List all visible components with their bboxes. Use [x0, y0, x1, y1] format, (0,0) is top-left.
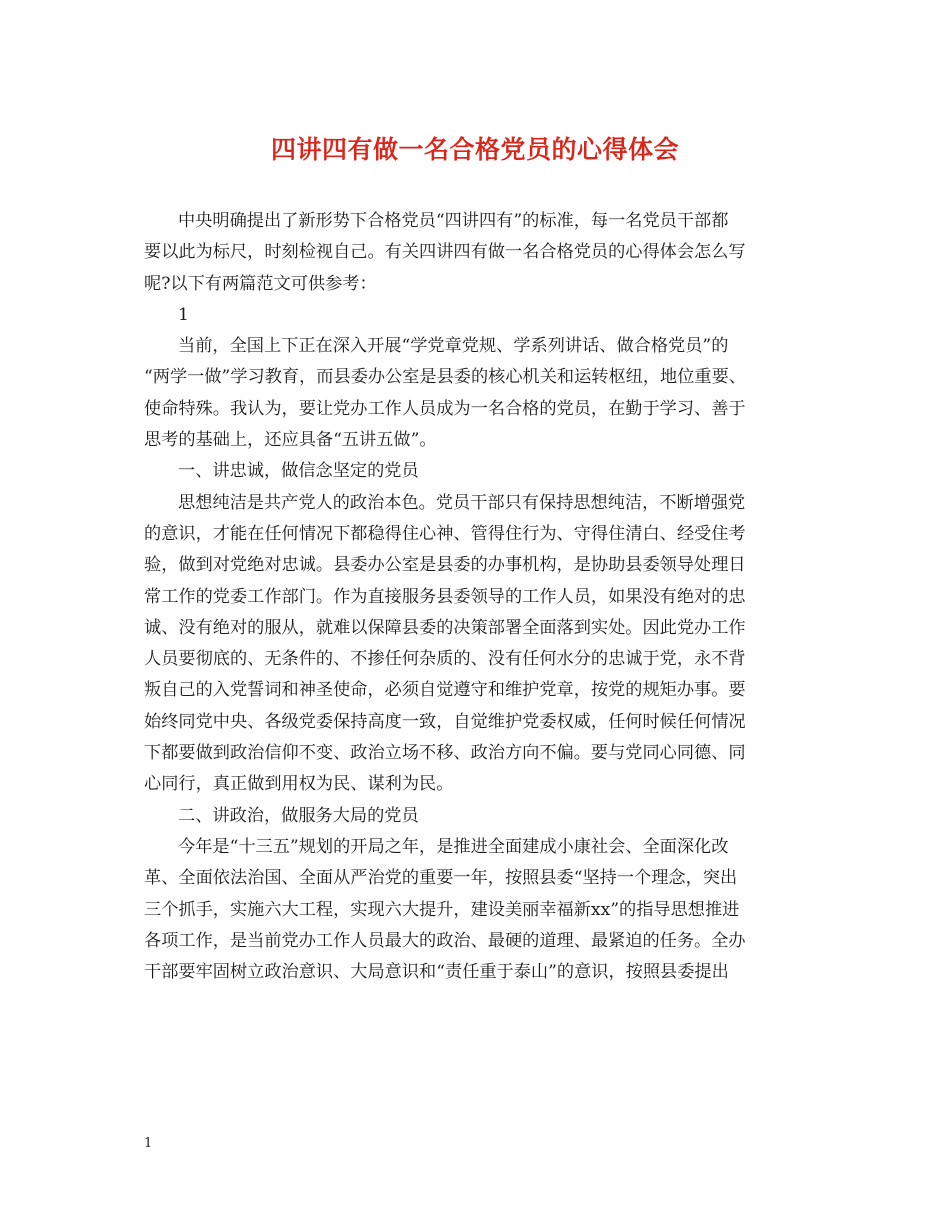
text-line: 人员要彻底的、无条件的、不掺任何杂质的、没有任何水分的忠诚于党，永不背 [144, 649, 746, 670]
text-line: 干部要牢固树立政治意识、大局意识和“责任重于泰山”的意识，按照县委提出 [144, 962, 729, 983]
text-line: 当前，全国上下正在深入开展“学党章党规、学系列讲话、做合格党员”的 [178, 336, 729, 357]
text-line: 验，做到对党绝对忠诚。县委办公室是县委的办事机构，是协助县委领导处理日 [144, 555, 746, 576]
document-title: 四讲四有做一名合格党员的心得体会 [270, 135, 679, 164]
text-line: 思想纯洁是共产党人的政治本色。党员干部只有保持思想纯洁，不断增强党 [178, 492, 746, 513]
text-line: 使命特殊。我认为，要让党办工作人员成为一名合格的党员，在勤于学习、善于 [144, 398, 746, 419]
text-line: 呢?以下有两篇范文可供参考： [144, 273, 377, 294]
text-line: 二、讲政治，做服务大局的党员 [178, 805, 419, 826]
text-line: 心同行，真正做到用权为民、谋利为民。 [144, 774, 454, 795]
text-line: 始终同党中央、各级党委保持高度一致，自觉维护党委权威，任何时候任何情况 [144, 711, 746, 732]
text-line: 要以此为标尺，时刻检视自己。有关四讲四有做一名合格党员的心得体会怎么写 [144, 242, 746, 263]
text-line: 革、全面依法治国、全面从严治党的重要一年，按照县委“坚持一个理念，突出 [144, 868, 738, 889]
text-line: 三个抓手，实施六大工程，实现六大提升，建设美丽幸福新xx”的指导思想推进 [144, 899, 740, 920]
text-line: 各项工作，是当前党办工作人员最大的政治、最硬的道理、最紧迫的任务。全办 [144, 930, 746, 951]
document-body [144, 206, 824, 988]
text-line: 叛自己的入党誓词和神圣使命，必须自觉遵守和维护党章，按党的规矩办事。要 [144, 680, 746, 701]
text-line: 今年是“十三五”规划的开局之年，是推进全面建成小康社会、全面深化改 [178, 836, 729, 857]
text-line: 中央明确提出了新形势下合格党员“四讲四有”的标准，每一名党员干部都 [178, 211, 729, 231]
text-line: 一、讲忠诚，做信念坚定的党员 [178, 461, 419, 482]
text-line: 下都要做到政治信仰不变、政治立场不移、政治方向不偏。要与党同心同德、同 [144, 743, 746, 764]
text-line: 1 [178, 304, 189, 325]
text-line: 的意识，才能在任何情况下都稳得住心神、管得住行为、守得住清白、经受住考 [144, 523, 746, 544]
page-number: 1 [144, 1136, 153, 1151]
text-line: 思考的基础上，还应具备“五讲五做”。 [144, 430, 437, 451]
text-line: 诚、没有绝对的服从，就难以保障县委的决策部署全面落到实处。因此党办工作 [144, 617, 746, 638]
text-line: “两学一做”学习教育，而县委办公室是县委的核心机关和运转枢纽，地位重要、 [144, 367, 746, 388]
text-line: 常工作的党委工作部门。作为直接服务县委领导的工作人员，如果没有绝对的忠 [144, 586, 746, 607]
